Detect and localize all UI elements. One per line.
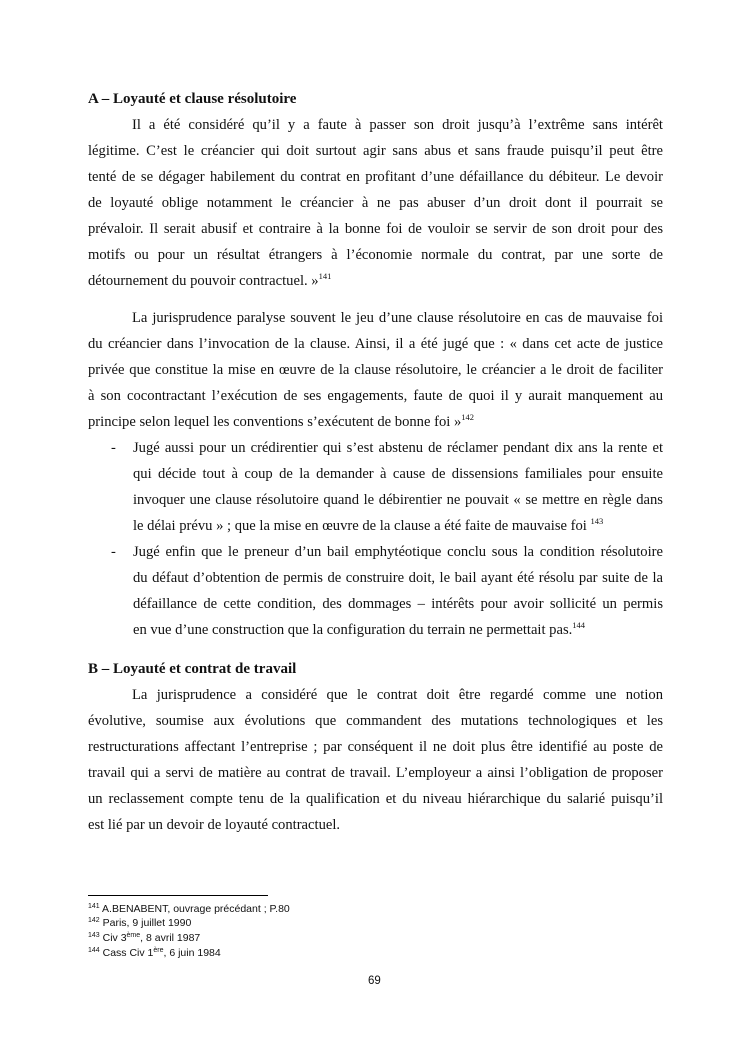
footnote-text: , 8 avril 1987 [140,932,201,944]
text-line: La jurisprudence a considéré que le contrat doit être regardé comme une notion [132,687,663,703]
text-line: Il a été considéré qu’il y a faute à passer son droit jusqu’à l’extrême sans intérêt [132,117,663,133]
text-line: défaillance de cette condition, des dommages – intérêts pour avoir sollicité un permis [133,596,663,612]
text-line: est lié par un devoir de loyauté contractuel. [88,817,341,833]
text: principe selon lequel les conventions s’exécutent de bonne foi » [88,414,462,430]
text: en vue d’une construction que la configuration du terrain ne permettait pas. [133,622,573,638]
text-line: travail qui a servi de matière au contrat de travail. L’employeur a ainsi l’obligation de proposer [88,765,663,781]
text-line: du créancier dans l’invocation de la clause. Ainsi, il a été jugé que : « dans cet acte de justice [88,336,663,352]
text: détournement du pouvoir contractuel. » [88,273,319,289]
text-line [133,621,663,639]
footnote-text: Civ 3 [99,932,127,944]
text-line: Jugé aussi pour un crédirentier qui s’est abstenu de réclamer pendant dix ans la rente et [133,440,663,456]
text-line: qui décide tout à coup de la demander à cause de dissensions familiales pour ensuite [133,466,663,482]
footnote-number: 141 [88,903,100,910]
text-line: un reclassement compte tenu de la qualification et du niveau hiérarchique du salarié puisqu’il [88,791,663,807]
text-line: prévaloir. Il serait abusif et contraire à la bonne foi de vouloir se servir de son droit pour des [88,221,663,237]
footnote [88,916,191,930]
text-line: tenté de se dégager habilement du contrat en profitant d’une défaillance du débiteur. Le devoir [88,169,663,185]
text-line: privée que constitue la mise en œuvre de la clause résolutoire, le créancier a le droit de faciliter [88,362,663,378]
bullet-marker: - [111,544,116,560]
footnote-text: Paris, 9 juillet 1990 [99,917,192,929]
text-line: du défaut d’obtention de permis de construire doit, le bail ayant été résolu par suite de la [133,570,663,586]
text-line: invoquer une clause résolutoire quand le débirentier ne pouvait « se mettre en règle dans [133,492,663,508]
footnote-number: 142 [88,917,100,924]
footnote-superscript: ème [126,932,141,939]
page-number: 69 [368,975,381,987]
text-line [88,272,663,290]
footnote-text: Cass Civ 1 [99,947,154,959]
section-heading: A – Loyauté et clause résolutoire [88,91,297,107]
text-line: restructurations affectant l’entreprise ; par conséquent il ne doit plus être identifié au poste de [88,739,663,755]
text-line: motifs ou pour un résultat étrangers à l’économie normale du contrat, par une sorte de [88,247,663,263]
text-line: La jurisprudence paralyse souvent le jeu d’une clause résolutoire en cas de mauvaise foi [132,310,663,326]
footnote-number: 143 [88,932,100,939]
footnote-ref[interactable]: 141 [318,271,332,281]
text-line: à son cocontractant l’exécution de ses engagements, faute de quoi il y aurait manquement au [88,388,663,404]
footnote [88,902,290,916]
footnote-text: , 6 juin 1984 [163,947,221,959]
text-line: évolutive, soumise aux évolutions que commandent des mutations technologiques et les [88,713,663,729]
footnote-separator [88,895,268,896]
text: le délai prévu » ; que la mise en œuvre de la clause a été faite de mauvaise foi [133,518,591,534]
text-line: légitime. C’est le créancier qui doit surtout agir sans abus et sans fraude puisqu’il peut être [88,143,663,159]
bullet-marker: - [111,440,116,456]
text-line: de loyauté oblige notamment le créancier à ne pas abuser d’un droit dont il pourrait se [88,195,663,211]
footnote-ref[interactable]: 144 [572,620,586,630]
text-line [133,517,663,535]
footnote [88,931,200,945]
footnote-number: 144 [88,947,100,954]
footnote-superscript: ère [153,947,164,954]
text-line: Jugé enfin que le preneur d’un bail emphytéotique conclu sous la condition résolutoire [133,544,663,560]
footnote-ref[interactable]: 142 [461,412,474,422]
section-heading: B – Loyauté et contrat de travail [88,661,297,677]
footnote-text: A.BENABENT, ouvrage précédant ; P.80 [99,903,290,915]
footnote [88,946,221,960]
text-line [88,413,663,431]
footnote-ref[interactable]: 143 [590,516,604,526]
